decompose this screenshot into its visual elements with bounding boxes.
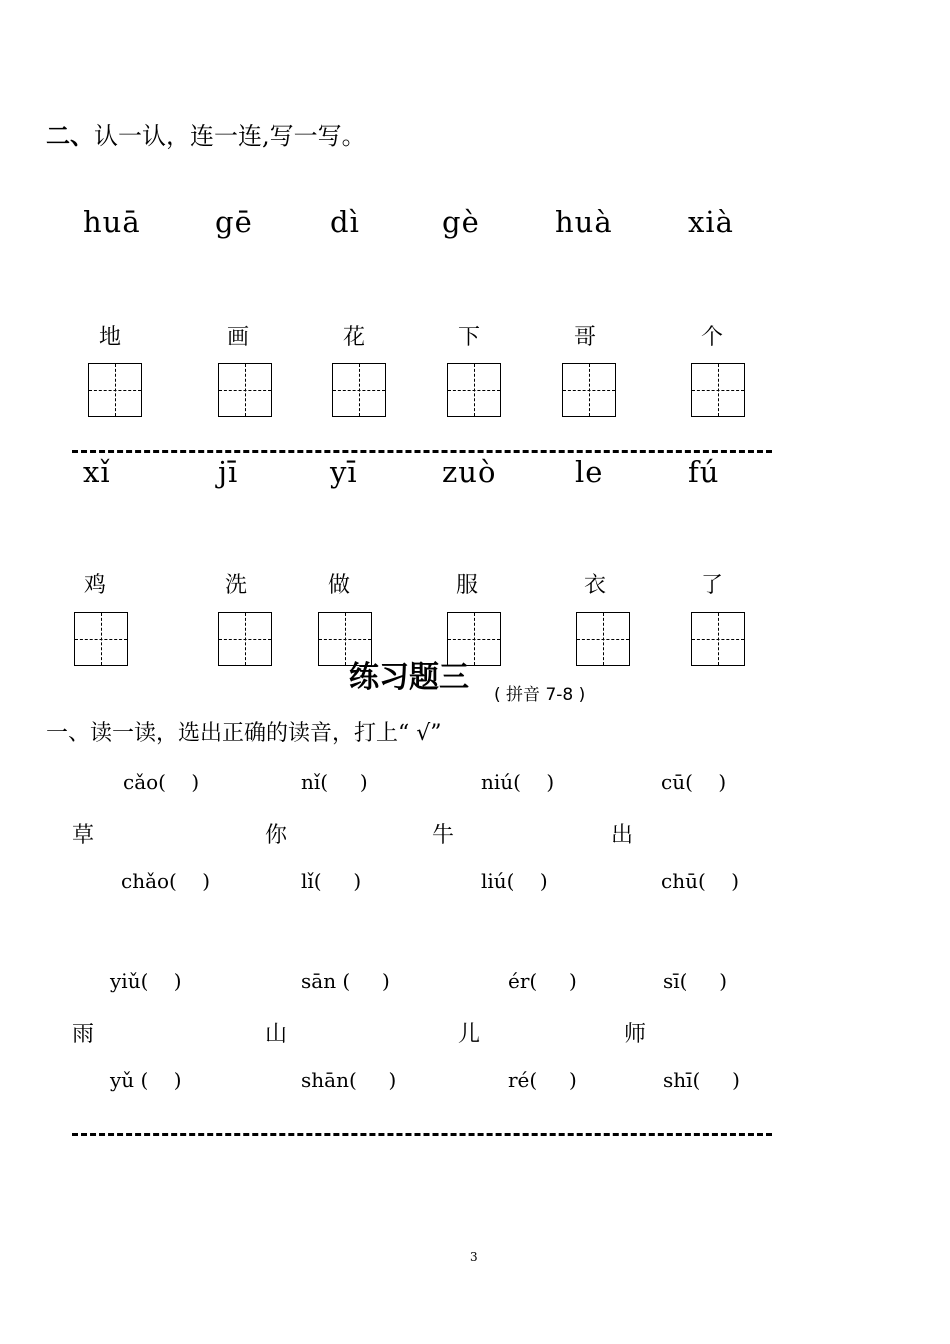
pinyin-item: gè [442,205,480,239]
hanzi-item: 画 [227,325,250,350]
writing-box[interactable] [691,363,745,417]
hanzi-item: 山 [265,1022,288,1047]
reading-option[interactable]: cǎo( ) [123,770,200,794]
hanzi-item: 地 [99,325,122,350]
section-two-text: 认一认，连一连,写一写。 [94,122,366,150]
hanzi-item: 个 [701,325,724,350]
pinyin-item: xià [688,205,734,239]
pinyin-item: huā [83,205,141,239]
reading-option[interactable]: sī( ) [663,969,728,993]
section-two-prefix: 二、 [46,121,94,150]
hanzi-item: 做 [328,573,351,598]
writing-box[interactable] [332,363,386,417]
reading-option[interactable]: chū( ) [661,869,739,893]
pinyin-item: gē [215,205,253,239]
section-two-title [46,116,366,151]
hanzi-item: 雨 [72,1022,95,1047]
dashed-separator [72,1133,772,1136]
reading-option[interactable]: cū( ) [661,770,727,794]
exercise-title: 练习题三 [349,660,469,695]
reading-option[interactable]: yiǔ( ) [110,969,182,993]
hanzi-item: 鸡 [84,573,107,598]
page-number: 3 [470,1250,478,1264]
reading-option[interactable]: lǐ( ) [301,869,362,893]
hanzi-item: 洗 [225,573,248,598]
pinyin-item: le [575,455,604,489]
pinyin-item: zuò [442,455,497,489]
hanzi-item: 牛 [432,823,455,848]
hanzi-item: 衣 [584,573,607,598]
reading-option[interactable]: chǎo( ) [121,869,211,893]
hanzi-item: 哥 [574,325,597,350]
reading-option[interactable]: sān ( ) [301,969,390,993]
writing-box[interactable] [74,612,128,666]
pinyin-item: dì [330,205,360,239]
pinyin-item: huà [555,205,613,239]
writing-box[interactable] [576,612,630,666]
reading-option[interactable]: liú( ) [481,869,548,893]
hanzi-item: 服 [456,573,479,598]
hanzi-item: 儿 [458,1022,481,1047]
writing-box[interactable] [218,363,272,417]
hanzi-item: 出 [611,823,634,848]
hanzi-item: 了 [701,573,724,598]
reading-option[interactable]: niú( ) [481,770,555,794]
writing-box[interactable] [218,612,272,666]
reading-option[interactable]: shī( ) [663,1068,740,1092]
hanzi-item: 师 [624,1022,647,1047]
reading-option[interactable]: yǔ ( ) [110,1068,182,1092]
hanzi-item: 下 [458,325,481,350]
reading-option[interactable]: ér( ) [508,969,577,993]
pinyin-item: jī [218,455,239,489]
exercise-subtitle: ( 拼音 7-8 ) [494,685,586,705]
hanzi-item: 花 [343,325,366,350]
reading-option[interactable]: shān( ) [301,1068,397,1092]
section-one-title: 一、读一读，选出正确的读音，打上“ √” [46,721,442,746]
writing-box[interactable] [88,363,142,417]
reading-option[interactable]: nǐ( ) [301,770,368,794]
writing-box[interactable] [562,363,616,417]
reading-option[interactable]: ré( ) [508,1068,577,1092]
dashed-separator [72,450,772,453]
writing-box[interactable] [447,363,501,417]
hanzi-item: 草 [72,823,95,848]
writing-box[interactable] [691,612,745,666]
pinyin-item: xǐ [83,455,111,489]
pinyin-item: yī [330,455,358,489]
pinyin-item: fú [688,455,720,489]
hanzi-item: 你 [265,823,288,848]
